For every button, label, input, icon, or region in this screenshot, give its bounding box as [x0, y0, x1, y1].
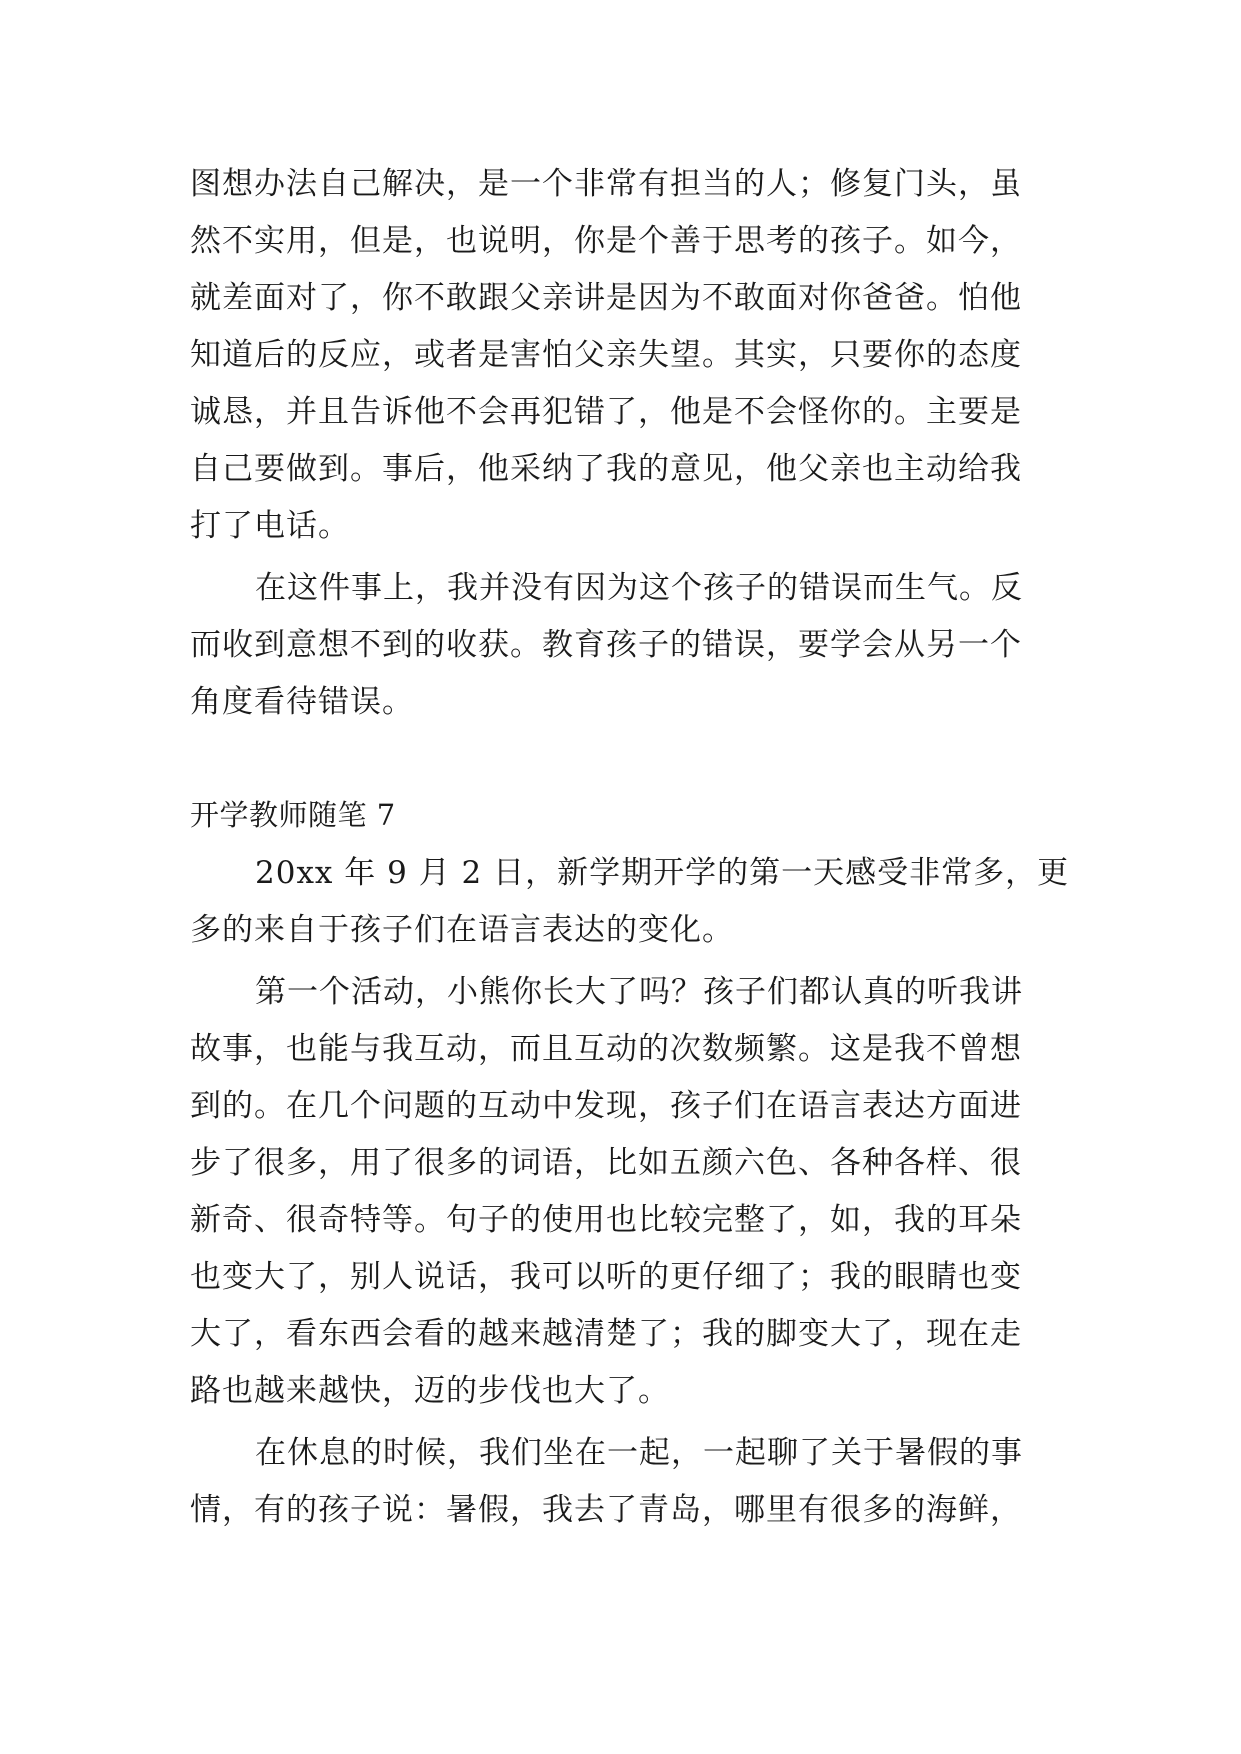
paragraph-line: 知道后的反应，或者是害怕父亲失望。其实，只要你的态度 [190, 337, 1022, 373]
paragraph-line: 路也越来越快，迈的步伐也大了。 [190, 1373, 670, 1409]
paragraph-line: 故事，也能与我互动，而且互动的次数频繁。这是我不曾想 [190, 1031, 1022, 1067]
section-heading: 开学教师随笔 7 [190, 798, 396, 832]
paragraph-line: 图想办法自己解决，是一个非常有担当的人；修复门头，虽 [190, 166, 1022, 202]
paragraph-line: 情，有的孩子说：暑假，我去了青岛，哪里有很多的海鲜， [190, 1492, 1022, 1528]
paragraph-line: 角度看待错误。 [190, 684, 414, 720]
paragraph-line: 而收到意想不到的收获。教育孩子的错误，要学会从另一个 [190, 627, 1022, 663]
paragraph-line: 诚恳，并且告诉他不会再犯错了，他是不会怪你的。主要是 [190, 394, 1022, 430]
paragraph-line: 就差面对了，你不敢跟父亲讲是因为不敢面对你爸爸。怕他 [190, 280, 1022, 316]
paragraph-line: 自己要做到。事后，他采纳了我的意见，他父亲也主动给我 [190, 451, 1022, 487]
paragraph-line: 大了，看东西会看的越来越清楚了；我的脚变大了，现在走 [190, 1316, 1022, 1352]
paragraph-line: 然不实用，但是，也说明，你是个善于思考的孩子。如今， [190, 223, 1022, 259]
paragraph-line: 第一个活动，小熊你长大了吗？孩子们都认真的听我讲 [255, 974, 1023, 1010]
paragraph-line: 到的。在几个问题的互动中发现，孩子们在语言表达方面进 [190, 1088, 1022, 1124]
paragraph-line: 步了很多，用了很多的词语，比如五颜六色、各种各样、很 [190, 1145, 1022, 1181]
paragraph-line: 新奇、很奇特等。句子的使用也比较完整了，如，我的耳朵 [190, 1202, 1022, 1238]
paragraph-line: 在休息的时候，我们坐在一起，一起聊了关于暑假的事 [255, 1435, 1023, 1471]
paragraph-line: 多的来自于孩子们在语言表达的变化。 [190, 912, 734, 948]
paragraph-line: 在这件事上，我并没有因为这个孩子的错误而生气。反 [255, 570, 1023, 606]
paragraph-line: 20xx 年 9 月 2 日，新学期开学的第一天感受非常多，更 [255, 855, 1070, 891]
paragraph-line: 打了电话。 [190, 508, 350, 544]
paragraph-line: 也变大了，别人说话，我可以听的更仔细了；我的眼睛也变 [190, 1259, 1022, 1295]
